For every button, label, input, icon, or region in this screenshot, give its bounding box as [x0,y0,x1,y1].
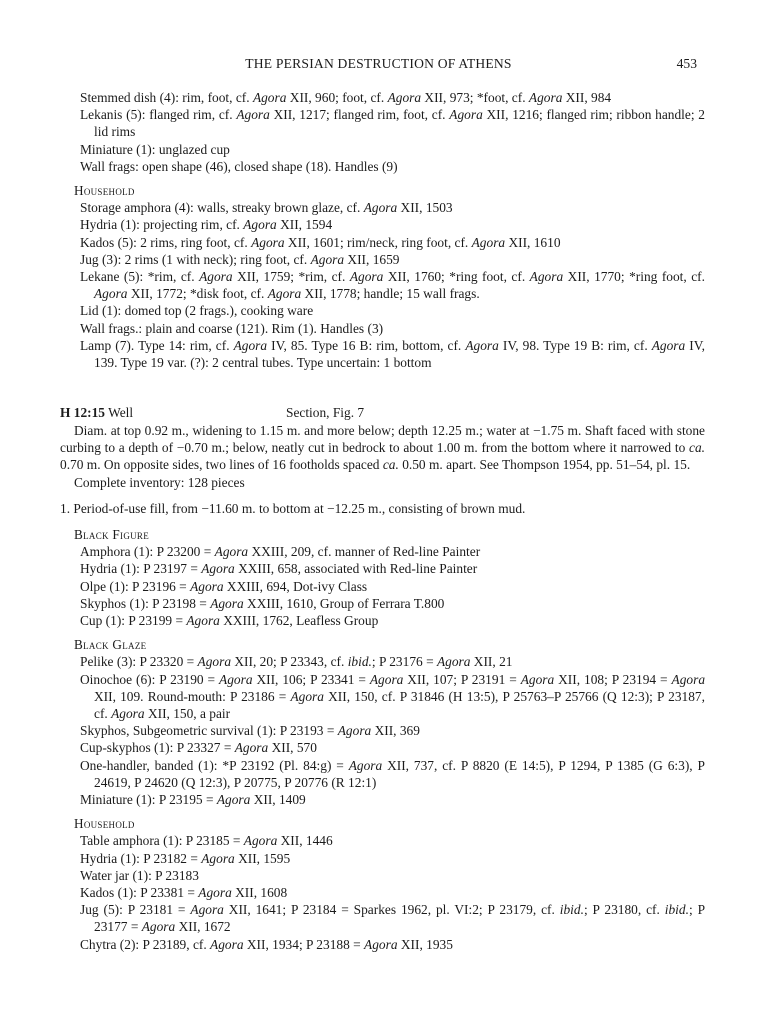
running-head [0,55,757,73]
inventory-count: Complete inventory: 128 pieces [74,474,245,490]
list-item: Miniature (1): unglazed cup [80,141,230,157]
list-item: Storage amphora (4): walls, streaky brown glaze, cf. Agora XII, 1503 [80,200,453,216]
list-item: Jug (3): 2 rims (1 with neck); ring foot, cf. Agora XII, 1659 [80,251,400,267]
list-item: Hydria (1): projecting rim, cf. Agora XII, 1594 [80,217,333,233]
list-item: Lamp (7). Type 14: rim, cf. Agora IV, 85. Type 16 B: rim, bottom, cf. Agora IV, 98. Type 19 B: rim, cf. Agora IV, 139. Type 19 var. (?): 2 central tubes. Type uncertain: 1 bottom [80,337,705,371]
list-item: Water jar (1): P 23183 [80,867,199,883]
list-item: Oinochoe (6): P 23190 = Agora XII, 106; P 23341 = Agora XII, 107; P 23191 = Agora XII, 108; P 23194 = Agora XII, 109. Round-mouth: P 23186 = Agora XII, 150, cf. P 31846 (H 13:5), P 25763–P 25766 (Q 12:3); P 23187, cf. Agora XII, 150, a pair [80,671,706,722]
page-number: 453 [676,56,697,71]
running-title: THE PERSIAN DESTRUCTION OF ATHENS [245,56,512,71]
list-item: Skyphos (1): P 23198 = Agora XXIII, 1610, Group of Ferrara T.800 [80,595,445,611]
list-item: Table amphora (1): P 23185 = Agora XII, 1446 [80,833,333,849]
list-item: Miniature (1): P 23195 = Agora XII, 1409 [80,792,306,808]
list-item: Chytra (2): P 23189, cf. Agora XII, 1934; P 23188 = Agora XII, 1935 [80,936,453,952]
section-heading: Household [74,183,135,199]
list-item: Lekane (5): *rim, cf. Agora XII, 1759; *rim, cf. Agora XII, 1760; *ring foot, cf. Agora XII, 1770; *ring foot, cf. Agora XII, 1772; *disk foot, cf. Agora XII, 1778; handle; 15 wall frags. [80,269,705,302]
list-item: Skyphos, Subgeometric survival (1): P 23193 = Agora XII, 369 [80,723,420,739]
section-heading: Black Glaze [74,637,147,653]
list-item: Wall frags.: plain and coarse (121). Rim (1). Handles (3) [80,320,384,336]
section-heading: Black Figure [74,527,150,543]
list-item: Stemmed dish (4): rim, foot, cf. Agora XII, 960; foot, cf. Agora XII, 973; *foot, cf. Agora XII, 984 [80,90,612,105]
list-item: Lekanis (5): flanged rim, cf. Agora XII, 1217; flanged rim, foot, cf. Agora XII, 1216; flanged rim; ribbon handle; 2 lid rims [80,107,705,140]
list-item: Hydria (1): P 23197 = Agora XXIII, 658, associated with Red-line Painter [80,561,478,577]
deposit-type: Well [108,405,134,420]
deposit-description: Diam. at top 0.92 m., widening to 1.15 m. and more below; depth 12.25 m.; water at −1.75 m. Shaft faced with stone curbing to a depth of −0.70 m.; below, neatly cut in bedrock to about 1.00 m. from the bottom where it narrowed to ca. 0.70 m. On opposite sides, two lines of 16 footholds spaced ca. 0.50 m. apart. See Thompson 1954, pp. 51–54, pl. 15. [60,423,705,473]
deposit-heading [60,404,705,422]
list-item: Jug (5): P 23181 = Agora XII, 1641; P 23184 = Sparkes 1962, pl. VI:2; P 23179, cf. ibid.; P 23180, cf. ibid.; P 23177 = Agora XII, 1672 [80,902,706,935]
list-item: Wall frags: open shape (46), closed shape (18). Handles (9) [80,158,398,174]
list-item: Amphora (1): P 23200 = Agora XXIII, 209, cf. manner of Red-line Painter [80,544,481,560]
deposit-entry [60,404,705,953]
list-item: Kados (1): P 23381 = Agora XII, 1608 [80,885,288,901]
deposit-id: H 12:15 [60,405,106,420]
section-heading: Household [74,816,135,832]
list-item: Olpe (1): P 23196 = Agora XXIII, 694, Dot-ivy Class [80,578,368,594]
previous-deposit-continuation [60,89,705,371]
list-item: Hydria (1): P 23182 = Agora XII, 1595 [80,850,291,866]
list-item: Cup-skyphos (1): P 23327 = Agora XII, 570 [80,740,317,756]
list-item: One-handler, banded (1): *P 23192 (Pl. 84:g) = Agora XII, 737, cf. P 8820 (E 14:5), P 1294, P 1385 (G 6:3), P 24619, P 24620 (Q 12:3), P 20775, P 20776 (R 12:1) [80,757,705,790]
fill-description: 1. Period-of-use fill, from −11.60 m. to bottom at −12.25 m., consisting of brown mud. [60,500,526,516]
list-item: Pelike (3): P 23320 = Agora XII, 20; P 23343, cf. ibid.; P 23176 = Agora XII, 21 [80,654,513,670]
list-item: Cup (1): P 23199 = Agora XXIII, 1762, Leafless Group [80,613,379,629]
list-item: Lid (1): domed top (2 frags.), cooking ware [80,303,314,319]
list-item: Kados (5): 2 rims, ring foot, cf. Agora XII, 1601; rim/neck, ring foot, cf. Agora XII, 1610 [80,234,561,250]
section-reference: Section, Fig. 7 [286,405,365,420]
